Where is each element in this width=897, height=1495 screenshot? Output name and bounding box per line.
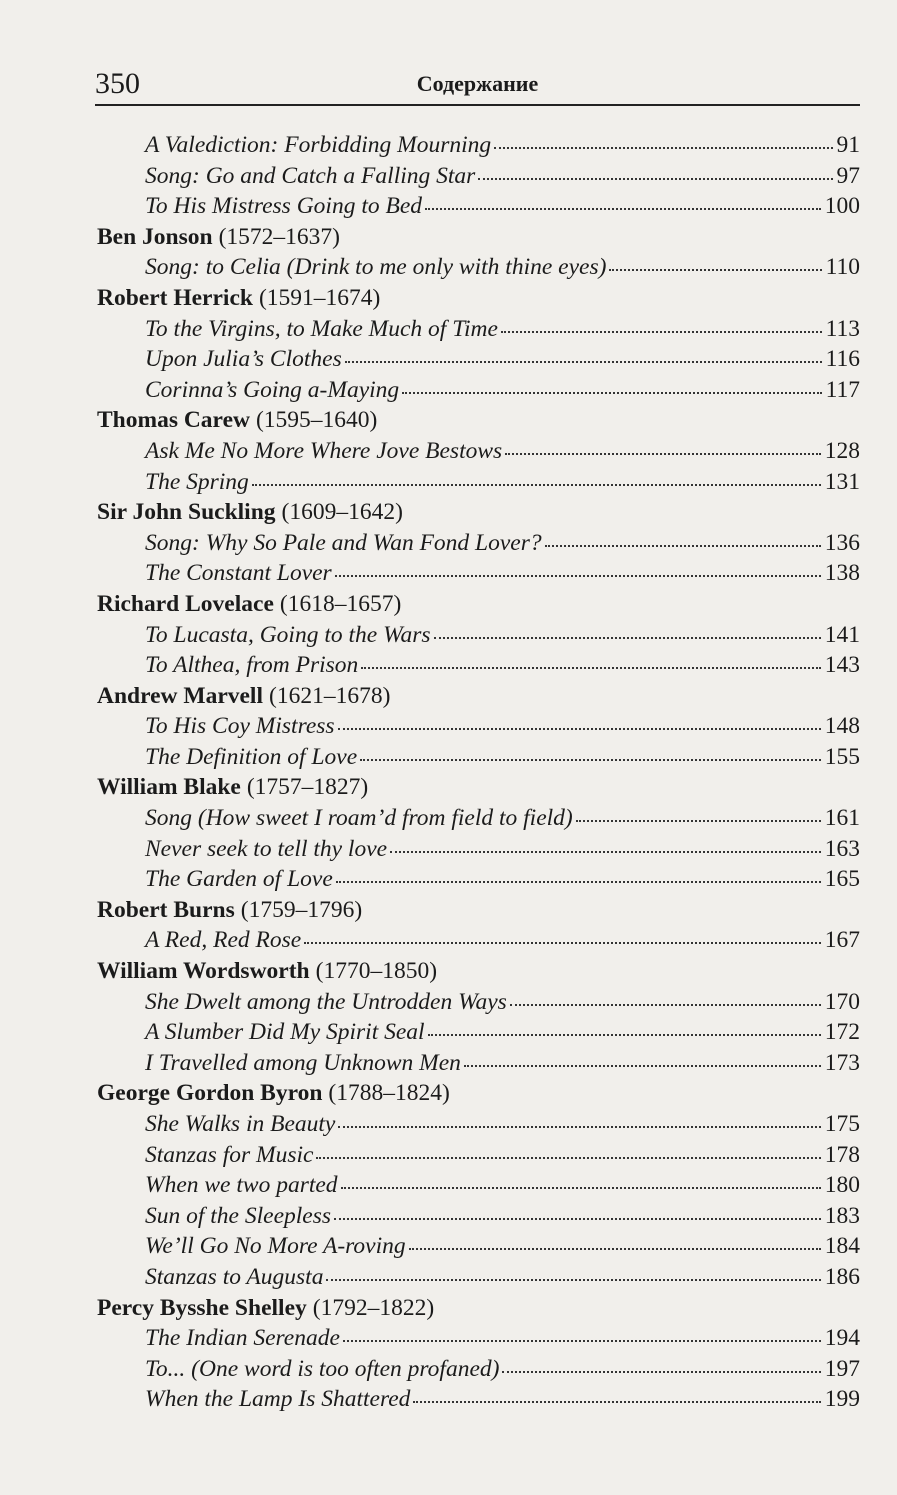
- author-dates: (1609–1642): [281, 499, 403, 526]
- poem-page-number: 161: [824, 805, 860, 832]
- poem-page-number: 117: [825, 376, 860, 403]
- poem-title: Song: Why So Pale and Wan Fond Lover?: [145, 529, 542, 556]
- toc-poem-entry: [0, 1109, 860, 1140]
- toc-poem-entry: [0, 1017, 860, 1048]
- poem-title: When we two parted: [145, 1172, 338, 1199]
- dot-leader: [252, 482, 821, 486]
- poem-page-number: 97: [836, 162, 860, 189]
- poem-page-number: 170: [824, 988, 860, 1015]
- poem-page-number: 184: [824, 1233, 860, 1260]
- poem-page-number: 172: [824, 1019, 860, 1046]
- toc-poem-entry: [0, 314, 860, 345]
- dot-leader: [335, 573, 821, 577]
- toc-poem-entry: [0, 1201, 860, 1232]
- poem-title: Upon Julia’s Clothes: [145, 346, 342, 373]
- poem-title: I Travelled among Unknown Men: [145, 1049, 461, 1076]
- dot-leader: [576, 818, 821, 822]
- dot-leader: [326, 1277, 820, 1281]
- dot-leader: [336, 879, 821, 883]
- dot-leader: [478, 176, 832, 180]
- poem-page-number: 175: [824, 1111, 860, 1137]
- toc-poem-entry: [0, 1354, 860, 1385]
- author-name: Sir John Suckling: [97, 499, 276, 526]
- toc-author-heading: [0, 681, 860, 712]
- dot-leader: [494, 145, 832, 149]
- toc-poem-entry: [0, 467, 860, 498]
- poem-title: A Valediction: Forbidding Mourning: [145, 132, 492, 158]
- author-name: Ben Jonson: [97, 223, 213, 250]
- poem-title: She Dwelt among the Untrodden Ways: [145, 988, 507, 1015]
- poem-title: The Constant Lover: [145, 560, 332, 587]
- toc-poem-entry: [0, 528, 860, 559]
- poem-title: A Slumber Did My Spirit Seal: [145, 1019, 425, 1046]
- poem-page-number: 91: [836, 132, 860, 158]
- poem-title: To His Coy Mistress: [145, 713, 335, 740]
- poem-page-number: 110: [825, 254, 860, 281]
- toc-author-heading: [0, 405, 860, 436]
- toc-poem-entry: [0, 864, 860, 895]
- author-name: William Blake: [97, 774, 241, 801]
- author-dates: (1788–1824): [328, 1080, 450, 1107]
- dot-leader: [361, 665, 820, 669]
- dot-leader: [345, 359, 822, 363]
- poem-page-number: 116: [825, 346, 860, 373]
- dot-leader: [341, 1185, 821, 1189]
- dot-leader: [545, 543, 821, 547]
- dot-leader: [501, 329, 822, 333]
- toc-poem-entry: [0, 1140, 860, 1171]
- page-number: 350: [95, 67, 140, 100]
- poem-page-number: 141: [824, 621, 860, 648]
- dot-leader: [428, 1032, 821, 1036]
- poem-title: A Red, Red Rose: [145, 927, 302, 954]
- toc-poem-entry: [0, 987, 860, 1018]
- poem-title: Sun of the Sleepless: [145, 1202, 332, 1229]
- poem-title: To... (One word is too often profaned): [145, 1355, 500, 1382]
- toc-author-heading: [0, 1078, 860, 1109]
- poem-title: To Lucasta, Going to the Wars: [145, 621, 431, 648]
- toc-poem-entry: [0, 344, 860, 375]
- dot-leader: [360, 757, 821, 761]
- author-name: Thomas Carew: [97, 407, 250, 434]
- toc-poem-entry: [0, 191, 860, 222]
- author-name: Richard Lovelace: [97, 590, 274, 617]
- dot-leader: [464, 1063, 821, 1067]
- header-rule: [95, 104, 860, 106]
- dot-leader: [402, 390, 821, 394]
- page-header: [95, 66, 860, 102]
- poem-title: Song: to Celia (Drink to me only with thine eyes): [145, 254, 607, 281]
- author-dates: (1572–1637): [218, 223, 340, 250]
- toc-author-heading: [0, 497, 860, 528]
- author-dates: (1595–1640): [255, 407, 378, 434]
- dot-leader: [609, 267, 821, 271]
- author-dates: (1759–1796): [240, 896, 363, 923]
- poem-page-number: 180: [824, 1172, 860, 1199]
- toc-poem-entry: [0, 252, 860, 283]
- toc-author-heading: [0, 283, 860, 314]
- poem-title: Song: Go and Catch a Falling Star: [145, 162, 476, 189]
- toc-author-heading: [0, 772, 860, 803]
- poem-title: Song (How sweet I roam’d from field to field): [145, 805, 573, 832]
- poem-title: She Walks in Beauty: [145, 1111, 336, 1137]
- dot-leader: [334, 1216, 821, 1220]
- poem-page-number: 155: [824, 743, 860, 770]
- dot-leader: [413, 1399, 820, 1403]
- author-name: Robert Herrick: [97, 284, 253, 311]
- toc-author-heading: [0, 895, 860, 926]
- author-name: George Gordon Byron: [97, 1080, 323, 1107]
- poem-page-number: 197: [824, 1355, 860, 1382]
- poem-page-number: 165: [824, 866, 860, 893]
- author-dates: (1618–1657): [279, 590, 402, 617]
- poem-title: We’ll Go No More A-roving: [145, 1233, 406, 1260]
- toc-poem-entry: [0, 1384, 860, 1415]
- dot-leader: [510, 1002, 821, 1006]
- table-of-contents: [0, 130, 897, 1415]
- poem-page-number: 199: [824, 1386, 860, 1413]
- dot-leader: [304, 940, 821, 944]
- toc-poem-entry: [0, 375, 860, 406]
- poem-title: The Garden of Love: [145, 866, 333, 893]
- author-name: Andrew Marvell: [97, 682, 263, 709]
- poem-title: To Althea, from Prison: [145, 652, 359, 679]
- poem-title: The Spring: [145, 468, 249, 495]
- toc-poem-entry: [0, 803, 860, 834]
- author-dates: (1757–1827): [246, 774, 369, 801]
- poem-page-number: 163: [824, 835, 860, 862]
- dot-leader: [343, 1338, 821, 1342]
- toc-author-heading: [0, 222, 860, 253]
- dot-leader: [425, 206, 821, 210]
- author-dates: (1770–1850): [315, 958, 438, 985]
- toc-author-heading: [0, 1293, 860, 1324]
- toc-poem-entry: [0, 1262, 860, 1293]
- poem-title: Never seek to tell thy love: [145, 835, 388, 862]
- toc-poem-entry: [0, 130, 860, 161]
- poem-title: The Definition of Love: [145, 743, 358, 770]
- dot-leader: [338, 726, 821, 730]
- toc-poem-entry: [0, 650, 860, 681]
- poem-page-number: 131: [824, 468, 860, 495]
- toc-poem-entry: [0, 1170, 860, 1201]
- dot-leader: [390, 849, 821, 853]
- toc-poem-entry: [0, 834, 860, 865]
- poem-page-number: 138: [824, 560, 860, 587]
- toc-poem-entry: [0, 925, 860, 956]
- poem-page-number: 186: [824, 1263, 860, 1290]
- author-name: Robert Burns: [97, 896, 235, 923]
- poem-page-number: 136: [824, 529, 860, 556]
- poem-page-number: 143: [824, 652, 860, 679]
- poem-page-number: 100: [824, 193, 860, 220]
- author-dates: (1792–1822): [312, 1294, 435, 1321]
- dot-leader: [409, 1246, 821, 1250]
- toc-poem-entry: [0, 1323, 860, 1354]
- poem-title: To His Mistress Going to Bed: [145, 193, 423, 220]
- toc-poem-entry: [0, 620, 860, 651]
- toc-poem-entry: [0, 436, 860, 467]
- poem-page-number: 178: [824, 1141, 860, 1168]
- poem-title: Ask Me No More Where Jove Bestows: [145, 437, 503, 464]
- poem-title: To the Virgins, to Make Much of Time: [145, 315, 498, 342]
- poem-title: The Indian Serenade: [145, 1325, 340, 1352]
- toc-poem-entry: [0, 1048, 860, 1079]
- poem-page-number: 173: [824, 1049, 860, 1076]
- toc-poem-entry: [0, 558, 860, 589]
- poem-title: Corinna’s Going a-Maying: [145, 376, 400, 403]
- author-dates: (1591–1674): [258, 284, 381, 311]
- dot-leader: [502, 1369, 820, 1373]
- toc-author-heading: [0, 956, 860, 987]
- running-title: Содержание: [416, 71, 539, 96]
- dot-leader: [338, 1124, 820, 1128]
- author-dates: (1621–1678): [269, 682, 391, 709]
- dot-leader: [316, 1155, 820, 1159]
- dot-leader: [505, 451, 821, 455]
- poem-page-number: 167: [824, 927, 860, 954]
- toc-poem-entry: [0, 1231, 860, 1262]
- poem-title: Stanzas to Augusta: [145, 1263, 324, 1290]
- author-name: William Wordsworth: [97, 958, 310, 985]
- dot-leader: [434, 635, 821, 639]
- toc-poem-entry: [0, 742, 860, 773]
- poem-page-number: 148: [824, 713, 860, 740]
- toc-author-heading: [0, 589, 860, 620]
- poem-title: When the Lamp Is Shattered: [145, 1386, 411, 1413]
- poem-title: Stanzas for Music: [145, 1141, 314, 1168]
- poem-page-number: 183: [824, 1202, 860, 1229]
- toc-poem-entry: [0, 711, 860, 742]
- poem-page-number: 128: [824, 437, 860, 464]
- poem-page-number: 113: [825, 315, 860, 342]
- poem-page-number: 194: [824, 1325, 860, 1352]
- toc-poem-entry: [0, 161, 860, 192]
- author-name: Percy Bysshe Shelley: [97, 1294, 307, 1321]
